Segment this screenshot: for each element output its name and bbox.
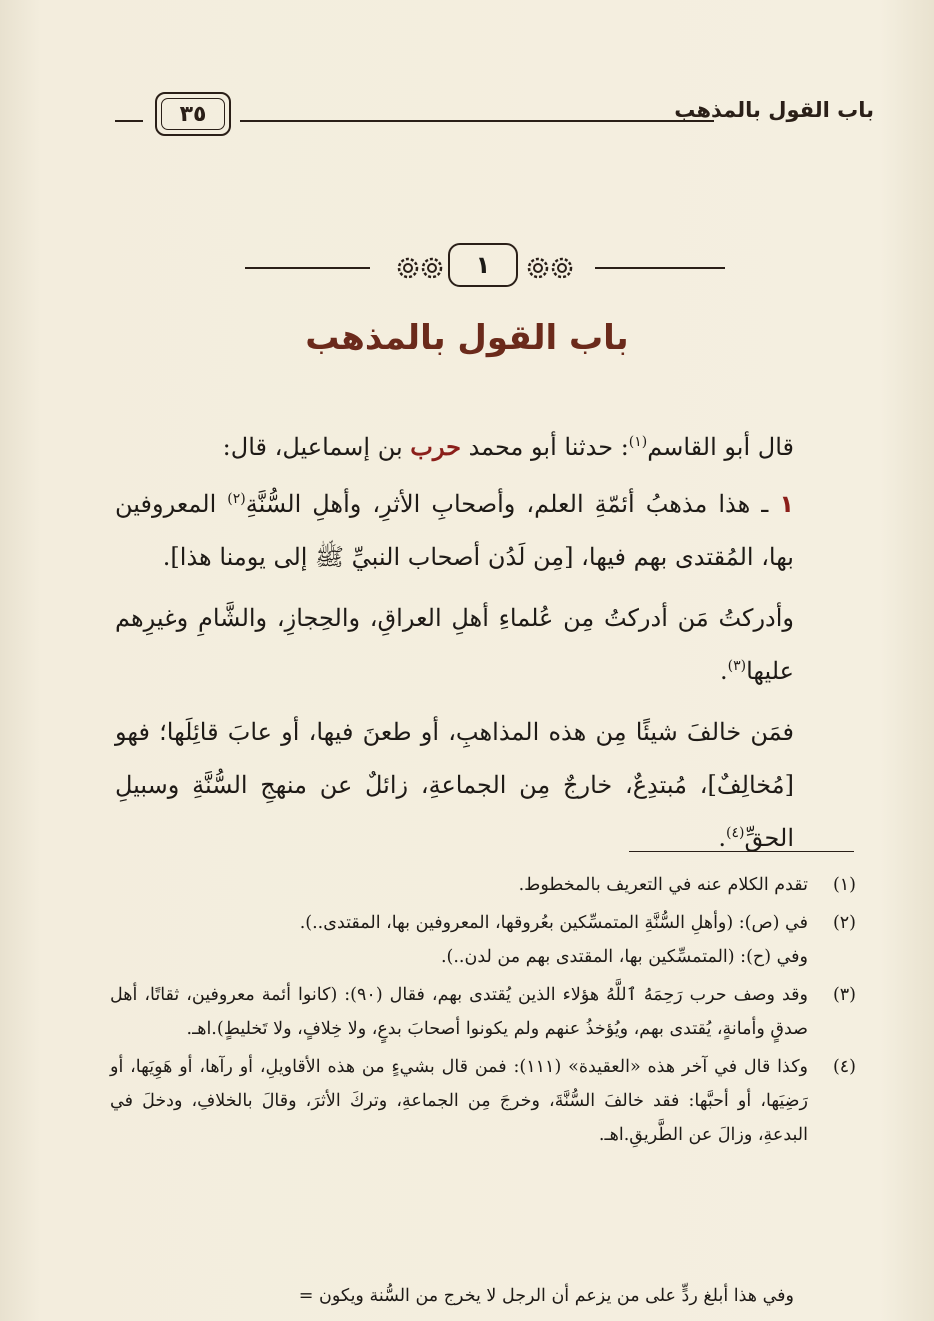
running-header — [115, 92, 874, 142]
footnote-body — [110, 978, 808, 1046]
header-rule-short — [115, 120, 143, 122]
running-header-title: باب القول بالمذهب — [674, 98, 874, 122]
footnote-ref: (٤) — [726, 825, 745, 841]
intro-text: بن إسماعيل، قال: — [222, 433, 411, 461]
footnote-line: وقد وصف حرب رَحِمَهُ ٱللَّهُ هؤلاء الذين يُقتدى بهم، فقال (٩٠): (كانوا أئمة معروفين، ثقاتًا، أهل صدقٍ وأمانةٍ، يُقتدى بهم، ويُؤخذُ عنهم ولم يكونوا أصحابَ بدعٍ، ولا خِلافٍ، ولا تَخليطٍ).اهـ. — [110, 985, 808, 1039]
paragraph-2 — [115, 592, 794, 698]
footnote-ref: (٢) — [227, 491, 246, 507]
intro-text: قال أبو القاسم — [647, 433, 794, 461]
footnote-marker: (٢) — [832, 913, 856, 933]
paragraph-text: . — [720, 657, 728, 685]
chapter-marker — [245, 243, 725, 289]
body-text — [115, 420, 794, 873]
footnote-marker: (٣) — [832, 985, 856, 1005]
footnote-body — [110, 868, 808, 902]
paragraph-3 — [115, 706, 794, 865]
footnote-line: وفي (ح): (المتمسِّكين بها، المقتدى بهم من لدن..). — [440, 947, 808, 967]
chapter-number-frame — [448, 243, 518, 287]
footnote-ref: (٣) — [727, 658, 747, 674]
footnote-line: في (ص): (وأهلِ السُّنَّةِ المتمسِّكين بعُروقها، المعروفين بها، المقتدى..). — [299, 913, 808, 933]
footnote-line: تقدم الكلام عنه في التعريف بالمخطوط. — [518, 875, 808, 895]
paragraph-text: فمَن خالفَ شيئًا مِن هذه المذاهبِ، أو طعنَ فيها، أو عابَ قائِلَها؛ فهو [مُخالِفٌ]، مُبتدِعٌ، خارجٌ مِن الجماعةِ، زائلٌ عن منهجِ السُّنَّةِ وسبيلِ الحقِّ — [115, 718, 794, 852]
marker-line-left — [245, 267, 370, 269]
footnote — [110, 868, 856, 902]
flower-ornament-icon — [397, 257, 419, 279]
footnote-body — [110, 1050, 808, 1152]
footnote-continuation: وفي هذا أبلغ ردٍّ على من يزعم أن الرجل لا يخرج من السُّنة ويكون = — [298, 1286, 794, 1306]
footnotes — [110, 868, 856, 1156]
flower-ornament-icon — [551, 257, 573, 279]
footnote-ref: (١) — [628, 434, 648, 450]
intro-text: : حدثنا أبو محمد — [460, 433, 629, 461]
highlighted-name: حرب — [410, 432, 461, 461]
flower-ornament-icon — [527, 257, 549, 279]
paragraph-1 — [115, 478, 794, 584]
footnote-marker: (١) — [832, 875, 856, 895]
paragraph-text: وأدركتُ مَن أدركتُ مِن عُلماءِ أهلِ العراقِ، والحِجازِ، والشَّامِ وغيرِهم عليها — [115, 604, 794, 685]
paragraph-text: المعروفين بها، المُقتدى بهم فيها، [مِن لَدُن أصحاب النبيِّ ﷺ إلى يومنا هذا]. — [115, 490, 794, 571]
footnote — [110, 906, 856, 974]
page-number: ٣٥ — [179, 101, 207, 127]
footnote-marker: (٤) — [832, 1057, 856, 1077]
chapter-title: باب القول بالمذهب — [305, 318, 629, 358]
marker-line-right — [595, 267, 725, 269]
page-number-frame — [155, 92, 231, 136]
chapter-number: ١ — [475, 251, 491, 279]
flower-ornament-icon — [421, 257, 443, 279]
footnote-separator — [629, 851, 854, 852]
footnote-line: وكذا قال في آخر هذه «العقيدة» (١١١): فمن قال بشيءٍ من هذه الأقاويلِ، أو رآها، أو هَوِيَها، أو رَضِيَها، أو أحبَّها: فقد خالفَ السُّنَّةَ، وخرجَ مِن الجماعةِ، وتركَ الأثرَ، وقالَ بالخلافِ، ودخلَ في البدعةِ، وزالَ عن الطَّريقِ.اهـ. — [110, 1057, 808, 1145]
paragraph-number: ١ — [779, 490, 795, 518]
paragraph-text: . — [718, 824, 727, 852]
paragraph-text: ـ هذا مذهبُ أئمّةِ العلم، وأصحابِ الأثرِ، وأهلِ السُّنَّةِ — [245, 490, 780, 518]
footnote — [110, 978, 856, 1046]
intro-paragraph — [115, 420, 794, 474]
header-rule — [240, 120, 714, 122]
footnote — [110, 1050, 856, 1152]
footnote-body — [110, 906, 808, 974]
